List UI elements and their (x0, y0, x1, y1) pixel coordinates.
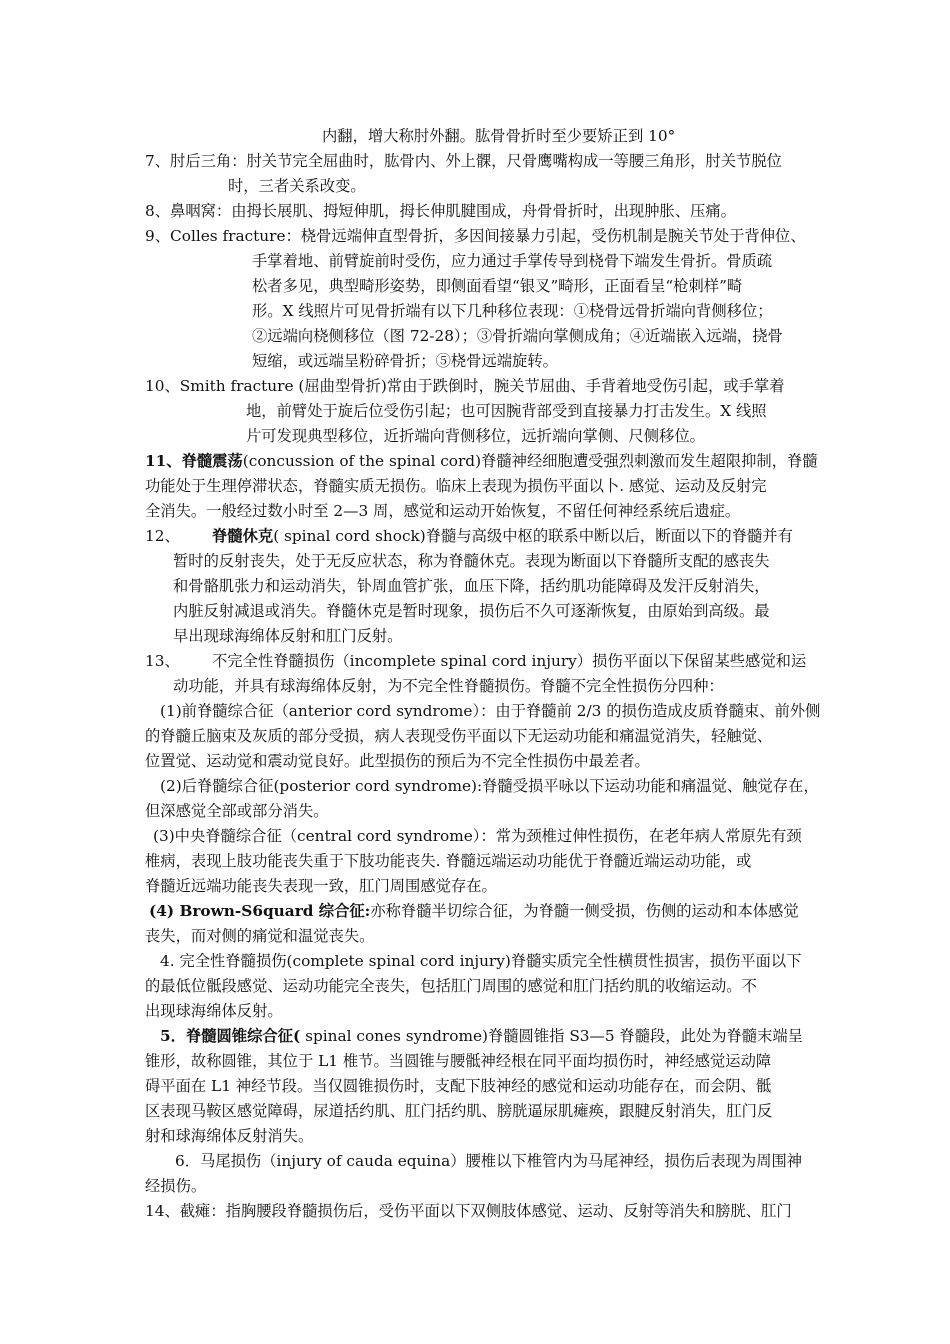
section-heading: (4) Brown-S6quard 综合征: (149, 902, 371, 920)
text-line: 但深感觉全部或部分消失。 (145, 802, 329, 820)
text-line: 脊髓近远端功能丧失表现一致，肛门周围感觉存在。 (145, 877, 497, 895)
text-line: ②远端向桡侧移位（图 72-28）；③骨折端向掌侧成角；④近端嵌入远端，挠骨 (252, 327, 783, 345)
text-line: 和骨骼肌张力和运动消失，钋周血管扩张，血压下降，括约肌功能障碍及发汗反射消失， (173, 577, 770, 595)
text-line: 的最低位骶段感觉、运动功能完全丧失，包括肛门周围的感觉和肛门括约肌的收缩运动。不 (145, 977, 757, 995)
text-line: 椎病，表现上肢功能丧失重于下肢功能丧失. 脊髓远端运动功能优于脊髓近端运动功能，或 (145, 852, 752, 870)
text-line: (1)前脊髓综合征（anterior cord syndrome）：由于脊髓前 2/3 的损伤造成皮质脊髓束、前外侧 (160, 702, 821, 720)
text-line: 区表现马鞍区感觉障碍，尿道括约肌、肛门括约肌、膀胱逼尿肌瘫痪，跟腱反射消失，肛门反 (145, 1102, 773, 1120)
text-line: 形。X 线照片可见骨折端有以下几种移位表现：①桡骨远骨折端向背侧移位； (252, 302, 773, 320)
text-line: (3)中央脊髓综合征（central cord syndrome）：常为颈椎过伸性损伤，在老年病人常原先有颈 (153, 827, 802, 845)
text-line: 6．马尾损伤（injury of cauda equina）腰椎以下椎管内为马尾神经，损伤后表现为周围神 (175, 1152, 803, 1170)
text-line: 锥形，故称圆锥，其位于 L1 椎节。当圆锥与腰骶神经根在同平面均损伤时，神经感觉运动障 (145, 1052, 772, 1070)
text-line: 8、鼻咽窝：由拇长展肌、拇短伸肌，拇长伸肌腱围成，舟骨骨折时，出现肿胀、压痛。 (145, 202, 737, 220)
text-line: 动功能，并具有球海绵体反射，为不完全性脊髓损伤。脊髓不完全性损伤分四种： (173, 677, 724, 695)
text-line: 14、截瘫：指胸腰段脊髓损伤后，受伤平面以下双侧肢体感觉、运动、反射等消失和膀胱、肛门 (145, 1202, 792, 1220)
text-line: (4) Brown-S6quard 综合征:亦称脊髓半切综合征，为脊髓一侧受损，伤侧的运动和本体感觉 (149, 902, 799, 920)
text-line: 松者多见，典型畸形姿势，即侧面看望“银叉”畸形，正面看呈“枪刺样”畸 (252, 277, 743, 295)
text-line: 4. 完全性脊髓损伤(complete spinal cord injury)脊髓实质完全性横贯性损害，损伤平面以下 (160, 952, 802, 970)
text-line: 位置觉、运动觉和震动觉良好。此型损伤的预后为不完全性损伤中最差者。 (145, 752, 650, 770)
section-heading: 脊髓休克 (212, 527, 274, 545)
text-line: 内脏反射减退或消失。脊髓休克是暂时现象，损伤后不久可逐渐恢复，由原始到高级。最 (173, 602, 770, 620)
text-line: 不完全性脊髓损伤（incomplete spinal cord injury）损伤平面以下保留某些感觉和运 (212, 652, 807, 670)
text-line: 脊髓休克( spinal cord shock)脊髓与高级中枢的联系中断以后，断面以下的脊髓并有 (212, 527, 793, 545)
text-line: 丧失，而对侧的痛觉和温觉丧失。 (145, 927, 375, 945)
text-line: 手掌着地、前臂旋前时受伤，应力通过手掌传导到桡骨下端发生骨折。骨质疏 (252, 252, 773, 270)
text-line: 射和球海绵体反射消失。 (145, 1127, 314, 1145)
text-line: (2)后脊髓综合征(posterior cord syndrome):脊髓受损平咏以下运动功能和痛温觉、触觉存在， (160, 777, 819, 795)
text-line: 时，三者关系改变。 (228, 177, 366, 195)
text-line: 功能处于生理停滞状态，脊髓实质无损伤。临床上表现为损伤平面以卜. 感觉、运动及反射完 (145, 477, 767, 495)
text-line: 出现球海绵体反射。 (145, 1002, 283, 1020)
text-line: 7、肘后三角：肘关节完全屈曲时，肱骨内、外上髁，尺骨鹰嘴构成一等腰三角形，肘关节脱位 (145, 152, 782, 170)
text-line: 内翻，增大称肘外翻。肱骨骨折时至少要矫正到 10° (322, 127, 676, 145)
text-line: 5．脊髓圆锥综合征( spinal cones syndrome)脊髓圆锥指 S3—5 脊髓段，此处为脊髓末端呈 (160, 1027, 803, 1045)
text-line: 早出现球海绵体反射和肛门反射。 (173, 627, 403, 645)
text-line: 经损伤。 (145, 1177, 207, 1195)
text-line: 9、Colles fracture：桡骨远端伸直型骨折，多因间接暴力引起，受伤机制是腕关节处于背伸位、 (145, 227, 806, 245)
text-line: 12、 (145, 527, 180, 545)
text-line: 全消失。一般经过数小时至 2—3 周，感觉和运动开始恢复，不留任何神经系统后遗症。 (145, 502, 741, 520)
text-line: 碍平面在 L1 神经节段。当仅圆锥损伤时，支配下肢神经的感觉和运动功能存在，而会阴、骶 (145, 1077, 772, 1095)
text-line: 的脊髓丘脑束及灰质的部分受损，病人表现受伤平面以下无运动功能和痛温觉消失，轻触觉、 (145, 727, 773, 745)
text-line: 11、脊髓震荡(concussion of the spinal cord)脊髓神经细胞遭受强烈刺激而发生超限抑制，脊髓 (145, 452, 818, 470)
text-line: 片可发现典型移位，近折端向背侧移位，远折端向掌侧、尺侧移位。 (246, 427, 705, 445)
text-line: 13、 (145, 652, 180, 670)
text-line: 地，前臂处于旋后位受伤引起；也可因腕背部受到直接暴力打击发生。X 线照 (246, 402, 767, 420)
text-line: 10、Smith fracture (屈曲型骨折)常由于跌倒时，腕关节屈曲、手背着地受伤引起，或手掌着 (145, 377, 785, 395)
text-line: 短缩，或远端呈粉碎骨折；⑤桡骨远端旋转。 (252, 352, 558, 370)
section-heading: 11、脊髓震荡 (145, 452, 243, 470)
text-line: 暂时的反射丧失，处于无反应状态，称为脊髓休克。表现为断面以下脊髓所支配的感丧失 (173, 552, 770, 570)
section-heading: 5．脊髓圆锥综合征( (160, 1027, 301, 1045)
